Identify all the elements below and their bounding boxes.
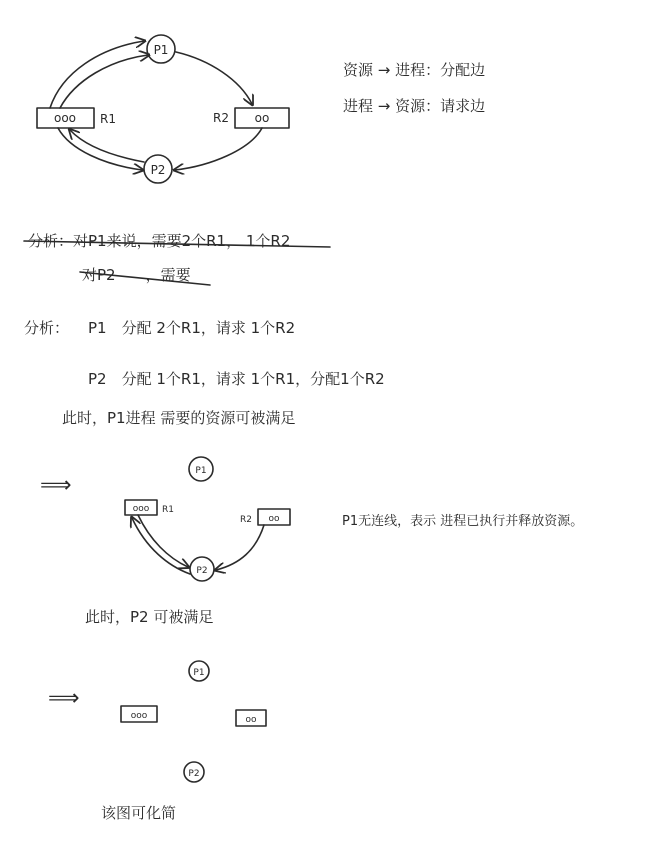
legend-request-edge: 进程 → 资源：请求边 — [343, 97, 486, 115]
process-label-p1-step2: P1 — [195, 466, 207, 476]
crossed-line-1: 分析：对P1来说，需要2个R1， 1个R2 — [28, 232, 291, 250]
edge-r2-to-p2-step2 — [216, 525, 264, 570]
analysis-conclusion-1: 此时，P1进程 需要的资源可被满足 — [62, 409, 296, 427]
crossed-line-2: 对P2 ，需要 — [82, 266, 191, 284]
edge-r1-to-p1-a — [50, 41, 144, 108]
analysis-conclusion-2: 此时，P2 可被满足 — [85, 608, 214, 626]
edge-r2-to-p2 — [175, 128, 262, 170]
edge-r1-to-p1-b — [60, 55, 148, 108]
edge-p2-to-r1 — [70, 130, 144, 162]
resource-allocation-graph-1 — [37, 35, 289, 183]
resource-label-r1-step2: R1 — [162, 505, 174, 515]
resource-instances-r2-step2: oo — [268, 514, 280, 524]
edge-p1-to-r2 — [176, 52, 252, 104]
implies-arrow-1: ⟹ — [40, 473, 72, 498]
crossed-out-analysis — [24, 232, 330, 285]
process-label-p2: P2 — [150, 163, 166, 177]
process-label-p1-step3: P1 — [193, 668, 205, 678]
resource-instances-r1-step2: ooo — [132, 504, 150, 514]
process-label-p2-step2: P2 — [196, 566, 208, 576]
resource-label-r2: R2 — [213, 111, 229, 125]
resource-allocation-graph-3 — [121, 661, 266, 782]
resource-label-r1: R1 — [100, 112, 116, 126]
resource-instances-r1-step3: ooo — [130, 711, 148, 721]
process-label-p2-step3: P2 — [188, 769, 200, 779]
implies-arrow-2: ⟹ — [48, 686, 80, 711]
analysis-p2-line: P2 分配 1个R1，请求 1个R1，分配1个R2 — [88, 370, 385, 388]
resource-instances-r1: ooo — [53, 111, 77, 125]
final-conclusion: 该图可化简 — [101, 804, 177, 822]
resource-allocation-graph-2 — [125, 457, 290, 581]
analysis-p1-line: P1 分配 2个R1，请求 1个R2 — [88, 319, 296, 337]
resource-instances-r2: oo — [254, 111, 270, 125]
edge-p2-to-r1-step2 — [132, 518, 190, 574]
process-label-p1: P1 — [153, 43, 169, 57]
resource-instances-r2-step3: oo — [245, 715, 257, 725]
analysis-label: 分析： — [24, 319, 70, 337]
step2-note: P1无连线，表示 进程已执行并释放资源。 — [342, 514, 584, 529]
resource-label-r2-step2: R2 — [240, 515, 252, 525]
legend-assignment-edge: 资源 → 进程：分配边 — [343, 61, 486, 79]
